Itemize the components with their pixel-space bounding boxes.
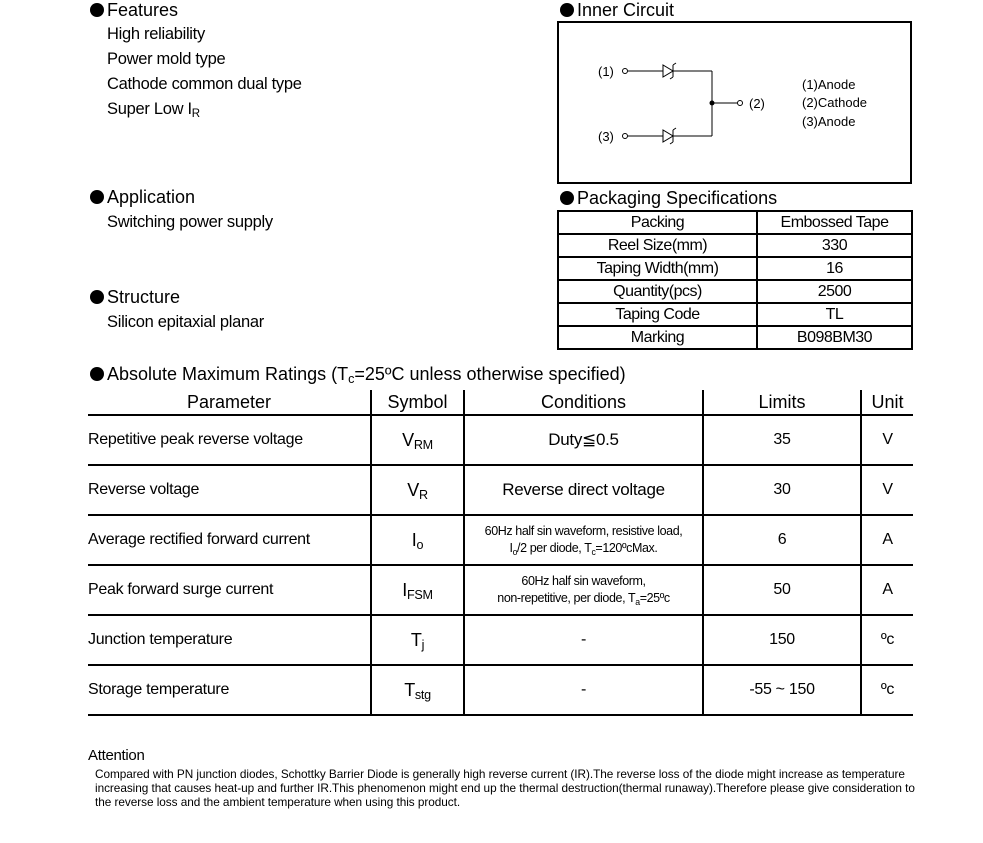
symbol-sub: RM <box>413 437 433 452</box>
circuit-legend-anode3: (3)Anode <box>802 114 856 129</box>
symbol-sub: R <box>418 487 428 502</box>
table-row <box>558 303 912 326</box>
features-heading <box>90 0 178 20</box>
table-cell: 16 <box>757 257 912 280</box>
symbol-main: V <box>407 479 419 500</box>
ratings-heading-prefix: Absolute Maximum Ratings (T <box>107 364 349 384</box>
features-heading-text: Features <box>107 0 179 20</box>
inner-circuit-heading-text: Inner Circuit <box>577 0 675 20</box>
unit-cell: ºc <box>861 615 913 665</box>
conditions-line: 60Hz half sin waveform, <box>521 574 646 588</box>
pin1-terminal <box>623 69 628 74</box>
table-row <box>88 615 913 665</box>
pin2-terminal <box>738 101 743 106</box>
feature-item: Cathode common dual type <box>107 75 302 93</box>
ratings-heading-sub: c <box>348 372 355 386</box>
symbol-cell <box>371 565 464 615</box>
table-row <box>558 211 912 234</box>
symbol-cell <box>371 665 464 715</box>
param-cell: Storage temperature <box>88 665 371 715</box>
col-header-limits: Limits <box>703 390 861 415</box>
pin2-label: (2) <box>749 96 765 111</box>
table-row <box>88 565 913 615</box>
limits-cell: 6 <box>703 515 861 565</box>
unit-cell: A <box>861 515 913 565</box>
symbol-main: T <box>404 679 415 700</box>
col-header-conditions: Conditions <box>464 390 703 415</box>
feature-item: Power mold type <box>107 50 226 68</box>
symbol-cell <box>371 615 464 665</box>
cond-sub: o <box>512 547 518 557</box>
diode-bottom-icon <box>663 130 673 142</box>
cond-text: =25ºc <box>639 591 670 605</box>
table-header-row <box>88 390 913 415</box>
table-row <box>558 257 912 280</box>
symbol-cell <box>371 515 464 565</box>
symbol-main: T <box>410 629 422 650</box>
limits-cell: 50 <box>703 565 861 615</box>
packaging-heading-text: Packaging Specifications <box>577 188 778 208</box>
application-heading-text: Application <box>107 187 196 207</box>
table-row <box>558 326 912 349</box>
pin3-terminal <box>623 134 628 139</box>
circuit-legend-anode1: (1)Anode <box>802 77 856 92</box>
pin1-label: (1) <box>598 64 614 79</box>
table-cell: Reel Size(mm) <box>558 234 757 257</box>
table-row <box>88 465 913 515</box>
table-cell: Taping Code <box>558 303 757 326</box>
table-row <box>558 234 912 257</box>
bullet-icon <box>90 3 104 17</box>
application-heading <box>90 187 195 207</box>
unit-cell: V <box>861 465 913 515</box>
param-cell: Junction temperature <box>88 615 371 665</box>
bullet-icon <box>90 190 104 204</box>
symbol-sub: o <box>416 537 424 552</box>
table-cell: 2500 <box>757 280 912 303</box>
feature-item <box>107 100 200 118</box>
table-row <box>88 665 913 715</box>
diode-top-icon <box>663 65 673 77</box>
conditions-cell <box>464 565 703 615</box>
limits-cell: 150 <box>703 615 861 665</box>
table-cell: Embossed Tape <box>757 211 912 234</box>
col-header-symbol: Symbol <box>371 390 464 415</box>
structure-heading <box>90 287 180 307</box>
unit-cell: ºc <box>861 665 913 715</box>
symbol-sub: FSM <box>407 587 433 602</box>
conditions-line: 60Hz half sin waveform, resistive load, <box>484 524 683 538</box>
feature-item-sub: R <box>191 108 200 120</box>
cond-sub: a <box>635 597 640 607</box>
table-cell: Packing <box>558 211 757 234</box>
bullet-icon <box>560 191 574 205</box>
conditions-cell: Duty≦0.5 <box>464 415 703 465</box>
table-cell: 330 <box>757 234 912 257</box>
symbol-cell <box>371 415 464 465</box>
symbol-main: I <box>411 529 417 550</box>
cond-text: non-repetitive, per diode, T <box>497 591 636 605</box>
table-row <box>558 280 912 303</box>
conditions-cell: - <box>464 665 703 715</box>
table-row <box>88 515 913 565</box>
inner-circuit-heading <box>560 0 674 20</box>
symbol-cell <box>371 465 464 515</box>
structure-item: Silicon epitaxial planar <box>107 313 264 331</box>
conditions-line <box>465 540 702 557</box>
param-cell: Reverse voltage <box>88 465 371 515</box>
feature-item: High reliability <box>107 25 205 43</box>
conditions-cell: Reverse direct voltage <box>464 465 703 515</box>
bullet-icon <box>90 367 104 381</box>
symbol-sub: j <box>421 637 425 652</box>
ratings-heading-suffix: =25ºC unless otherwise specified) <box>354 364 626 384</box>
packaging-heading <box>560 188 777 208</box>
table-cell: Marking <box>558 326 757 349</box>
limits-cell: 30 <box>703 465 861 515</box>
cond-text: =120ºcMax. <box>595 541 658 555</box>
conditions-cell <box>464 515 703 565</box>
application-item: Switching power supply <box>107 213 273 231</box>
param-cell: Repetitive peak reverse voltage <box>88 415 371 465</box>
table-cell: Quantity(pcs) <box>558 280 757 303</box>
table-cell: Taping Width(mm) <box>558 257 757 280</box>
bullet-icon <box>560 3 574 17</box>
col-header-unit: Unit <box>861 390 913 415</box>
symbol-main: I <box>402 579 407 600</box>
bullet-icon <box>90 290 104 304</box>
param-cell: Average rectified forward current <box>88 515 371 565</box>
conditions-line <box>465 590 702 607</box>
ratings-table <box>88 390 913 716</box>
circuit-legend-cathode: (2)Cathode <box>802 95 868 110</box>
symbol-sub: stg <box>414 687 431 702</box>
feature-item-text: Super Low I <box>107 100 192 118</box>
table-cell: TL <box>757 303 912 326</box>
packaging-table <box>557 210 913 350</box>
symbol-main: V <box>402 429 414 450</box>
param-cell: Peak forward surge current <box>88 565 371 615</box>
conditions-cell: - <box>464 615 703 665</box>
cond-text: /2 per diode, T <box>517 541 592 555</box>
attention-title: Attention <box>88 747 145 764</box>
cond-sub: c <box>591 547 596 557</box>
ratings-heading <box>90 364 626 384</box>
structure-heading-text: Structure <box>107 287 181 307</box>
pin3-label: (3) <box>598 129 614 144</box>
col-header-parameter: Parameter <box>88 390 371 415</box>
table-row <box>88 415 913 465</box>
cond-text: I <box>509 541 513 555</box>
attention-body: Compared with PN junction diodes, Schottky Barrier Diode is generally high reverse current (IR).The reverse loss of the diode might increase as temperature increasing that causes heat-up and further IR.This phenomenon might end up the thermal destruction(thermal runaway).Therefore please give consideration to the reverse loss and the ambient temperature when using this product. <box>95 767 915 809</box>
limits-cell: 35 <box>703 415 861 465</box>
unit-cell: A <box>861 565 913 615</box>
limits-cell: -55 ~ 150 <box>703 665 861 715</box>
table-cell: B098BM30 <box>757 326 912 349</box>
unit-cell: V <box>861 415 913 465</box>
